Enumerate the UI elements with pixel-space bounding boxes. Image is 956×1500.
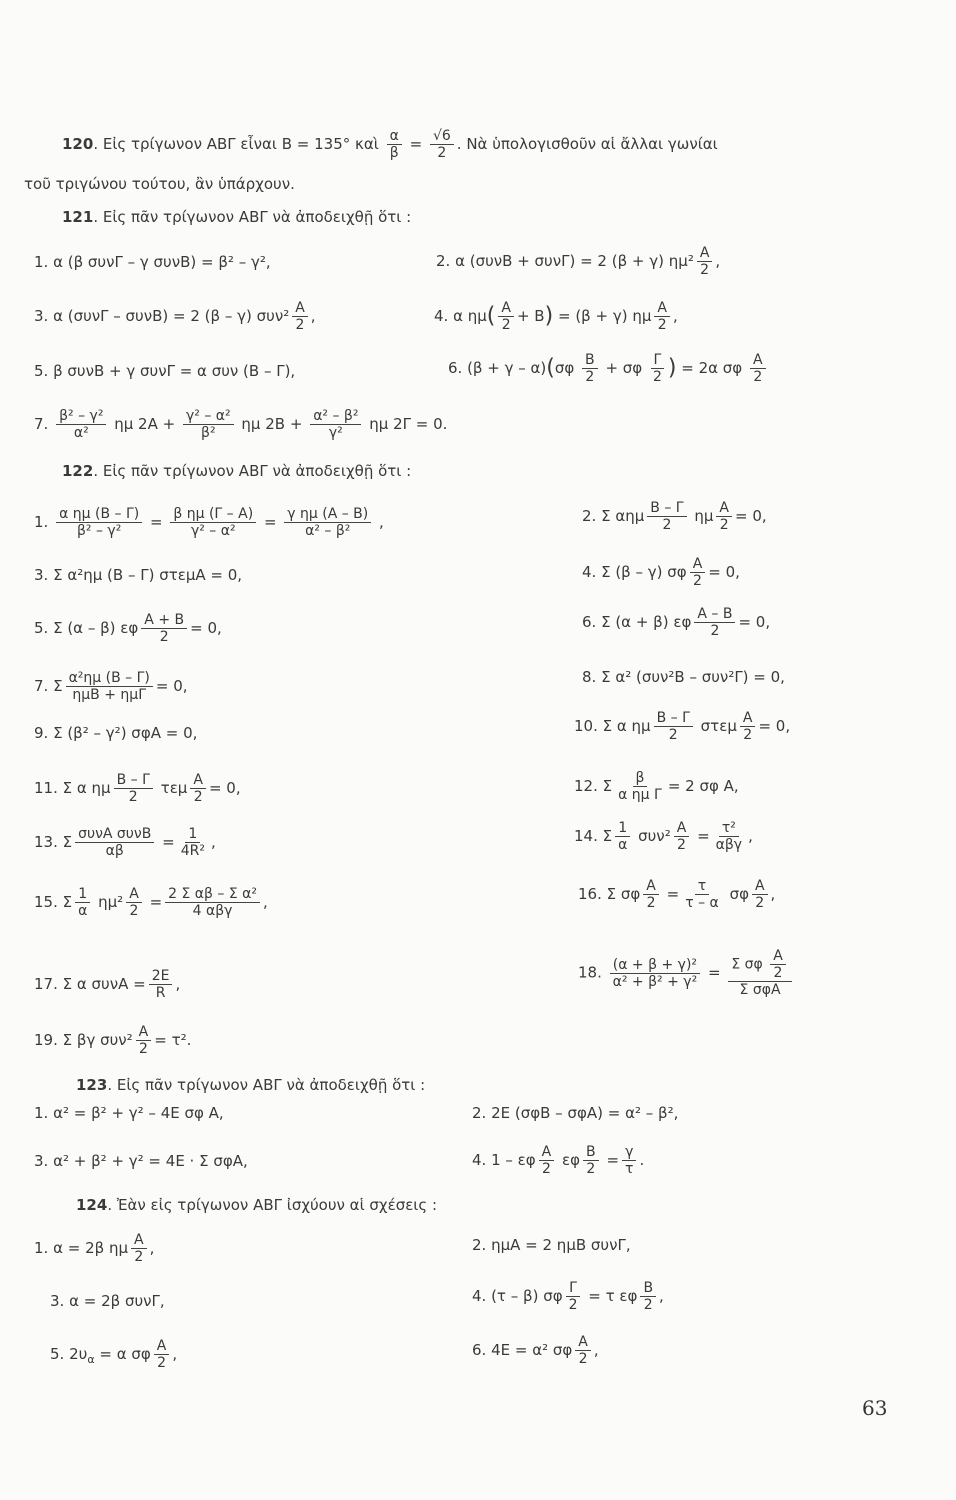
item-122-2: 2. Σ αημ $\frac{B - \Gamma}{2}$ ημ $\frac{A}{2}$ = 0, [582, 500, 767, 533]
item-122-6: 6. Σ (α + β) εφ $\frac{A - B}{2}$ = 0, [582, 606, 771, 639]
item-124-2: 2. ημΑ = 2 ημΒ συνΓ, [472, 1236, 631, 1254]
item-122-14: 14. Σ $\frac{1}{\alpha}$ συν² $\frac{A}{2}$ = $\frac{\text{τ²}}{\text{αβγ}}$ , [574, 820, 753, 853]
item-121-4: 4. α ημ( $\frac{A}{2}$ + Β) = (β + γ) ημ $\frac{A}{2}$ , [434, 300, 678, 333]
item-121-5: 5. β συνΒ + γ συνΓ = α συν (Β – Γ), [34, 362, 296, 380]
item-122-10: 10. Σ α ημ $\frac{B - \Gamma}{2}$ στεμ $\frac{A}{2}$ = 0, [574, 710, 791, 743]
problem-124-header: 124. Ἐὰν εἰς τρίγωνον ΑΒΓ ἰσχύουν αἱ σχέσεις : [76, 1196, 438, 1214]
item-123-2: 2. 2Ε (σφΒ – σφΑ) = α² – β², [472, 1104, 679, 1122]
problem-120-number: 120 [62, 135, 94, 153]
item-124-4: 4. (τ – β) σφ $\frac{\Gamma}{2}$ = τ εφ $\frac{B}{2}$ , [472, 1280, 664, 1313]
item-124-5: 5. $2\upsilon_\alpha = \alpha$ σφ $\frac{A}{2}$ , [50, 1338, 178, 1371]
item-122-19: 19. Σ βγ συν² $\frac{A}{2}$ = τ². [34, 1024, 192, 1057]
item-122-9: 9. Σ (β² – γ²) σφΑ = 0, [34, 724, 198, 742]
item-122-11: 11. Σ α ημ $\frac{B - \Gamma}{2}$ τεμ $\frac{A}{2}$ = 0, [34, 772, 241, 805]
item-123-3: 3. α² + β² + γ² = 4Ε · Σ σφΑ, [34, 1152, 248, 1170]
item-124-1: 1. α = 2β ημ $\frac{A}{2}$ , [34, 1232, 155, 1265]
item-121-7: 7. $\frac{\text{β² – γ²}}{\text{α²}}$ ημ 2Α + $\frac{\text{γ² – α²}}{\text{β²}}$ ημ 2Β + $\frac{\text{α² – β²}}{\text{γ²}}$ ημ 2Γ = 0. [34, 408, 448, 441]
item-122-1: 1. $\frac{\text{α ημ (Β – Γ)}}{\text{β² – γ²}}$ = $\frac{\text{β ημ (Γ – Α)}}{\text{γ² – α²}}$ = $\frac{\text{γ ημ (Α – Β)}}{\text{α² – β²}}$ , [34, 506, 384, 539]
item-123-4: 4. 1 – εφ $\frac{A}{2}$ εφ $\frac{B}{2}$ = $\frac{\gamma}{\tau}$ . [472, 1144, 645, 1177]
item-124-3: 3. α = 2β συνΓ, [50, 1292, 165, 1310]
item-122-12: 12. Σ $\frac{\beta}{\text{α ημ Γ}}$ = 2 σφ Α, [574, 770, 739, 803]
item-122-17: 17. Σ α συνΑ = $\frac{2E}{R}$ , [34, 968, 181, 1001]
item-122-16: 16. Σ σφ $\frac{A}{2}$ = $\frac{\tau}{\tau - \alpha}$ σφ $\frac{A}{2}$ , [578, 878, 776, 911]
item-122-8: 8. Σ α² (συν²Β – συν²Γ) = 0, [582, 668, 785, 686]
problem-121-header: 121. Εἰς πᾶν τρίγωνον ΑΒΓ νὰ ἀποδειχθῇ ὅτι : [62, 208, 412, 226]
problem-123-header: 123. Εἰς πᾶν τρίγωνον ΑΒΓ νὰ ἀποδειχθῇ ὅτι : [76, 1076, 426, 1094]
item-122-15: 15. Σ $\frac{1}{\alpha}$ ημ² $\frac{A}{2}$ = $\frac{\text{2 Σ αβ – Σ α²}}{\text{4 αβγ}}$ , [34, 886, 268, 919]
problem-122-header: 122. Εἰς πᾶν τρίγωνον ΑΒΓ νὰ ἀποδειχθῇ ὅτι : [62, 462, 412, 480]
item-121-2: 2. α (συνΒ + συνΓ) = 2 (β + γ) ημ² $\frac{A}{2}$ , [436, 245, 721, 278]
page-number: 63 [862, 1396, 888, 1420]
item-121-1: 1. α (β συνΓ – γ συνΒ) = β² – γ², [34, 253, 271, 271]
item-122-13: 13. Σ $\frac{\text{συνΑ συνΒ}}{\alpha\beta}$ = $\frac{1}{\text{4R²}}$ , [34, 826, 216, 859]
problem-120-line1: 120. Εἰς τρίγωνον ΑΒΓ εἶναι Β = 135° καὶ $\frac{\alpha}{\beta}$ = $\frac{√6}{2}$ . Νὰ ὑπολογισθοῦν αἱ ἄλλαι γωνίαι [62, 128, 718, 161]
item-122-18: 18. $\frac{\text{(α + β + γ)²}}{\text{α² + β² + γ²}}$ = Σ σφ $\frac{A}{2}$ Σ σφΑ [578, 948, 795, 998]
item-121-3: 3. α (συνΓ – συνΒ) = 2 (β – γ) συν² $\frac{A}{2}$ , [34, 300, 316, 333]
item-123-1: 1. α² = β² + γ² – 4Ε σφ Α, [34, 1104, 224, 1122]
item-122-4: 4. Σ (β – γ) σφ $\frac{A}{2}$ = 0, [582, 556, 740, 589]
problem-120-line2: τοῦ τριγώνου τούτου, ἂν ὑπάρχουν. [24, 175, 295, 193]
item-122-5: 5. Σ (α – β) εφ $\frac{A + B}{2}$ = 0, [34, 612, 222, 645]
item-122-3: 3. Σ α²ημ (Β – Γ) στεμΑ = 0, [34, 566, 243, 584]
item-122-7: 7. Σ $\frac{\text{α²ημ (Β – Γ)}}{\text{ημΒ + ημΓ}}$ = 0, [34, 670, 188, 703]
item-121-6: 6. (β + γ – α)(σφ $\frac{B}{2}$ + σφ $\frac{\Gamma}{2}$ ) = 2α σφ $\frac{A}{2}$ [448, 352, 769, 385]
item-124-6: 6. 4Ε = α² σφ $\frac{A}{2}$ , [472, 1334, 599, 1367]
